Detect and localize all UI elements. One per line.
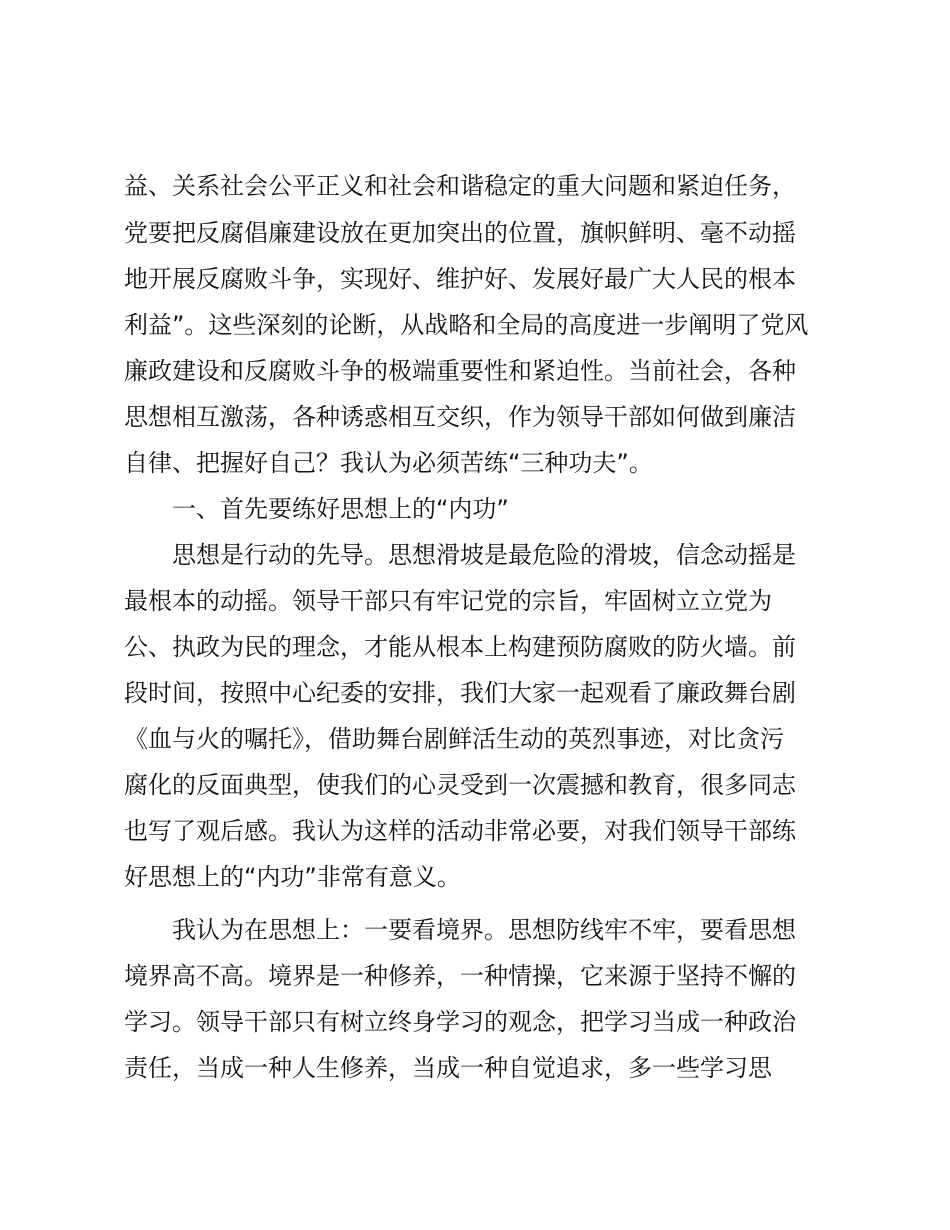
text-line: 自律、把握好自己？我认为必须苦练“三种功夫”。 xyxy=(124,449,653,477)
text-line: 段时间，按照中心纪委的安排，我们大家一起观看了廉政舞台剧 xyxy=(124,679,796,707)
text-line: 益、关系社会公平正义和社会和谐稳定的重大问题和紧迫任务， xyxy=(124,172,796,200)
text-line: 思想是行动的先导。思想滑坡是最危险的滑坡，信念动摇是 xyxy=(172,541,796,569)
text-line: 我认为在思想上：一要看境界。思想防线牢不牢，要看思想 xyxy=(172,916,796,944)
text-line: 好思想上的“内功”非常有意义。 xyxy=(124,863,461,891)
text-line: 利益”。这些深刻的论断，从战略和全局的高度进一步阐明了党风 xyxy=(124,311,809,339)
text-line: 最根本的动摇。领导干部只有牢记党的宗旨，牢固树立立党为 xyxy=(124,587,772,615)
text-line: 腐化的反面典型，使我们的心灵受到一次震撼和教育，很多同志 xyxy=(124,771,796,799)
text-line: 党要把反腐倡廉建设放在更加突出的位置，旗帜鲜明、毫不动摇 xyxy=(124,219,796,247)
text-line: 学习。领导干部只有树立终身学习的观念，把学习当成一种政治 xyxy=(124,1008,796,1036)
text-line: 也写了观后感。我认为这样的活动非常必要，对我们领导干部练 xyxy=(124,817,796,845)
text-line: 思想相互激荡，各种诱惑相互交织，作为领导干部如何做到廉洁 xyxy=(124,403,796,431)
text-line: 地开展反腐败斗争，实现好、维护好、发展好最广大人民的根本 xyxy=(124,265,796,293)
text-line: 廉政建设和反腐败斗争的极端重要性和紧迫性。当前社会，各种 xyxy=(124,357,796,385)
section-heading: 一、首先要练好思想上的“内功” xyxy=(172,495,509,523)
text-line: 境界高不高。境界是一种修养，一种情操，它来源于坚持不懈的 xyxy=(124,962,796,990)
text-line: 责任，当成一种人生修养，当成一种自觉追求，多一些学习思 xyxy=(124,1054,772,1082)
text-line: 公、执政为民的理念，才能从根本上构建预防腐败的防火墙。前 xyxy=(124,633,796,661)
text-line: 《血与火的嘱托》，借助舞台剧鲜活生动的英烈事迹，对比贪污 xyxy=(124,725,784,753)
